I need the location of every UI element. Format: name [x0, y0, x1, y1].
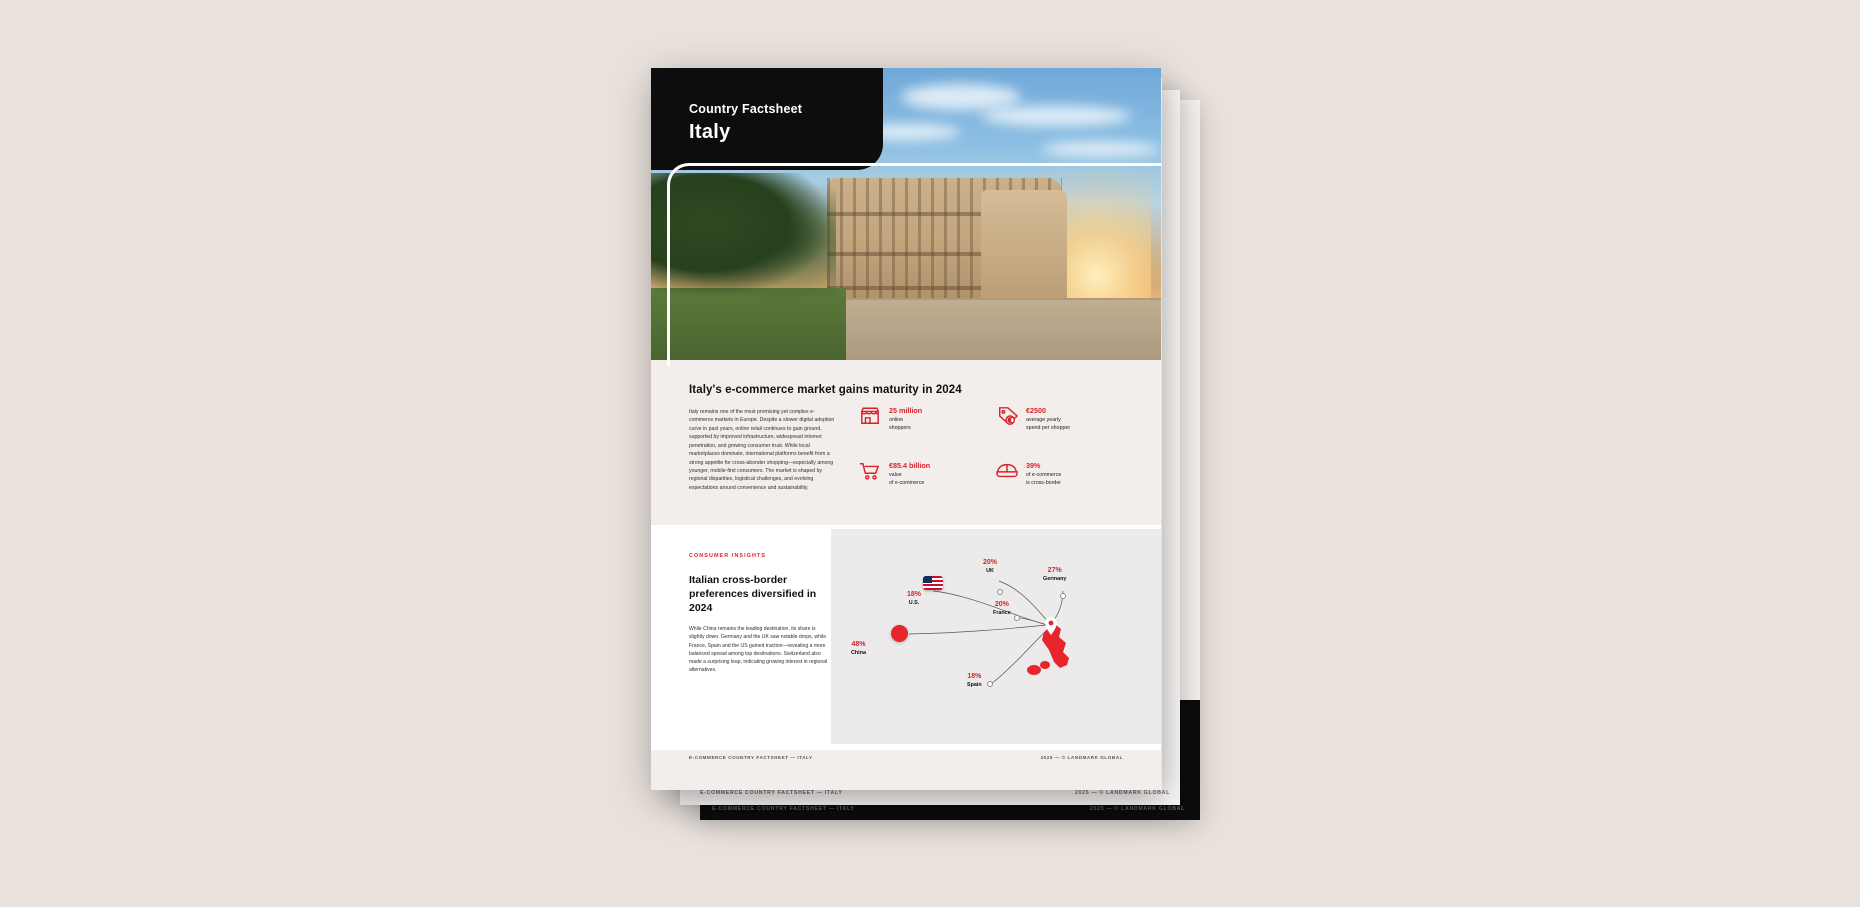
trees-foliage: [651, 173, 836, 298]
map-label-france: [993, 601, 1011, 617]
cloud-shape: [981, 106, 1131, 126]
consumer-insights-section: [651, 525, 1161, 750]
flag-icon-us: [923, 576, 943, 590]
document-kicker: Country Factsheet: [689, 102, 803, 116]
cross-border-map: [831, 529, 1161, 744]
footer-right-text: 2025 — © LANDMARK GLOBAL: [1040, 755, 1123, 760]
map-label-us: [907, 591, 921, 607]
stat-value: 25 million: [889, 406, 923, 415]
stat-value: 39%: [1026, 460, 1041, 470]
stat-line-1: online: [889, 417, 904, 423]
stat-value: €2500: [1026, 406, 1046, 415]
tag-euro-icon: [996, 406, 1018, 426]
map-country-name: U.S.: [908, 599, 920, 606]
document-country-title: Italy: [689, 121, 731, 143]
map-percent: 18%: [967, 673, 982, 680]
factsheet-page: [651, 68, 1161, 790]
map-node: [1014, 615, 1020, 621]
stacked-page-footer-right: 2025 — © LANDMARK GLOBAL: [1090, 806, 1185, 812]
map-node: [987, 681, 993, 687]
map-label-germany: [1043, 567, 1066, 583]
footer-left-text: E-COMMERCE COUNTRY FACTSHEET — ITALY: [689, 755, 813, 760]
stat-ecommerce-value: [859, 461, 992, 488]
stat-line-1: of e-commerce: [1026, 471, 1062, 478]
location-pin-italy: [1044, 617, 1058, 635]
overview-section: [651, 360, 1161, 525]
stat-line-2: is cross-border: [1026, 479, 1062, 486]
map-label-spain: [967, 673, 982, 689]
overview-heading: Italy's e-commerce market gains maturity in 2024: [689, 384, 962, 396]
map-percent: 18%: [907, 591, 922, 598]
stat-line-2: shoppers: [889, 424, 911, 431]
foreground-path: [801, 300, 1161, 360]
cloud-shape: [901, 84, 1021, 110]
stacked-page-2-footer-left: E-COMMERCE COUNTRY FACTSHEET — ITALY: [700, 790, 843, 796]
stat-value: €85.4 billion: [889, 460, 931, 470]
shopping-cart-icon: [859, 461, 881, 481]
insights-kicker: CONSUMER INSIGHTS: [689, 553, 767, 559]
map-node: [1060, 593, 1066, 599]
map-country-name: France: [993, 609, 1011, 616]
map-label-china: [851, 641, 866, 657]
marker-dot-china: [891, 625, 908, 642]
map-country-name: China: [851, 649, 866, 656]
stat-line-2: spend per shopper: [1026, 424, 1071, 431]
map-percent: 48%: [851, 641, 866, 648]
map-country-name: UK: [986, 567, 994, 574]
key-stats-grid: [859, 406, 1129, 488]
map-percent: 27%: [1047, 567, 1062, 574]
map-label-uk: [983, 559, 997, 575]
stat-line-2: of e-commerce: [889, 479, 925, 486]
flag-canton: [923, 576, 932, 583]
map-node: [997, 589, 1003, 595]
stat-cross-border-share: [996, 461, 1129, 488]
map-country-name: Germany: [1043, 575, 1067, 582]
cloud-shape: [1041, 142, 1161, 156]
overview-body-text: Italy remains one of the most promising yet complex e-commerce markets in Europe. Despite a slower digital adoption curve in past years, online retail continues to gain ground, supported by improved infrastructure, widespread internet penetration, and growing consumer trust. While local marketplaces dominate, international platforms benefit from a strong appetite for cross-abonder shopping—especially among younger, mobile-first consumers. The market is shaped by regional disparities, logistical challenges, and evolving expectations around convenience and sustainability.: [689, 409, 835, 491]
insights-body-text: While China remains the leading destination, its share is slightly down. Germany and the UK saw notable drops, while France, Spain and the US gained traction—revealing a more balanced spread among top destinations. Switzerland also made a surprising leap, indicating growing interest in regional alternatives.: [689, 626, 828, 674]
stat-line-1: value: [889, 471, 902, 478]
map-percent: 20%: [983, 559, 998, 566]
title-card: [651, 68, 883, 170]
parcel-icon: [996, 461, 1018, 481]
stat-line-1: average yearly: [1026, 417, 1061, 423]
storefront-icon: [859, 406, 881, 426]
stat-average-spend: [996, 406, 1129, 433]
stacked-page-footer-left: E-COMMERCE COUNTRY FACTSHEET — ITALY: [712, 806, 855, 812]
page-footer: [651, 750, 1161, 790]
stat-online-shoppers: [859, 406, 992, 433]
map-percent: 20%: [994, 601, 1009, 608]
grass-lawn: [651, 288, 846, 360]
map-country-name: Spain: [967, 681, 982, 688]
stacked-page-2-footer-right: 2025 — © LANDMARK GLOBAL: [1075, 790, 1170, 796]
insights-heading: Italian cross-border preferences diversified in 2024: [689, 574, 817, 615]
